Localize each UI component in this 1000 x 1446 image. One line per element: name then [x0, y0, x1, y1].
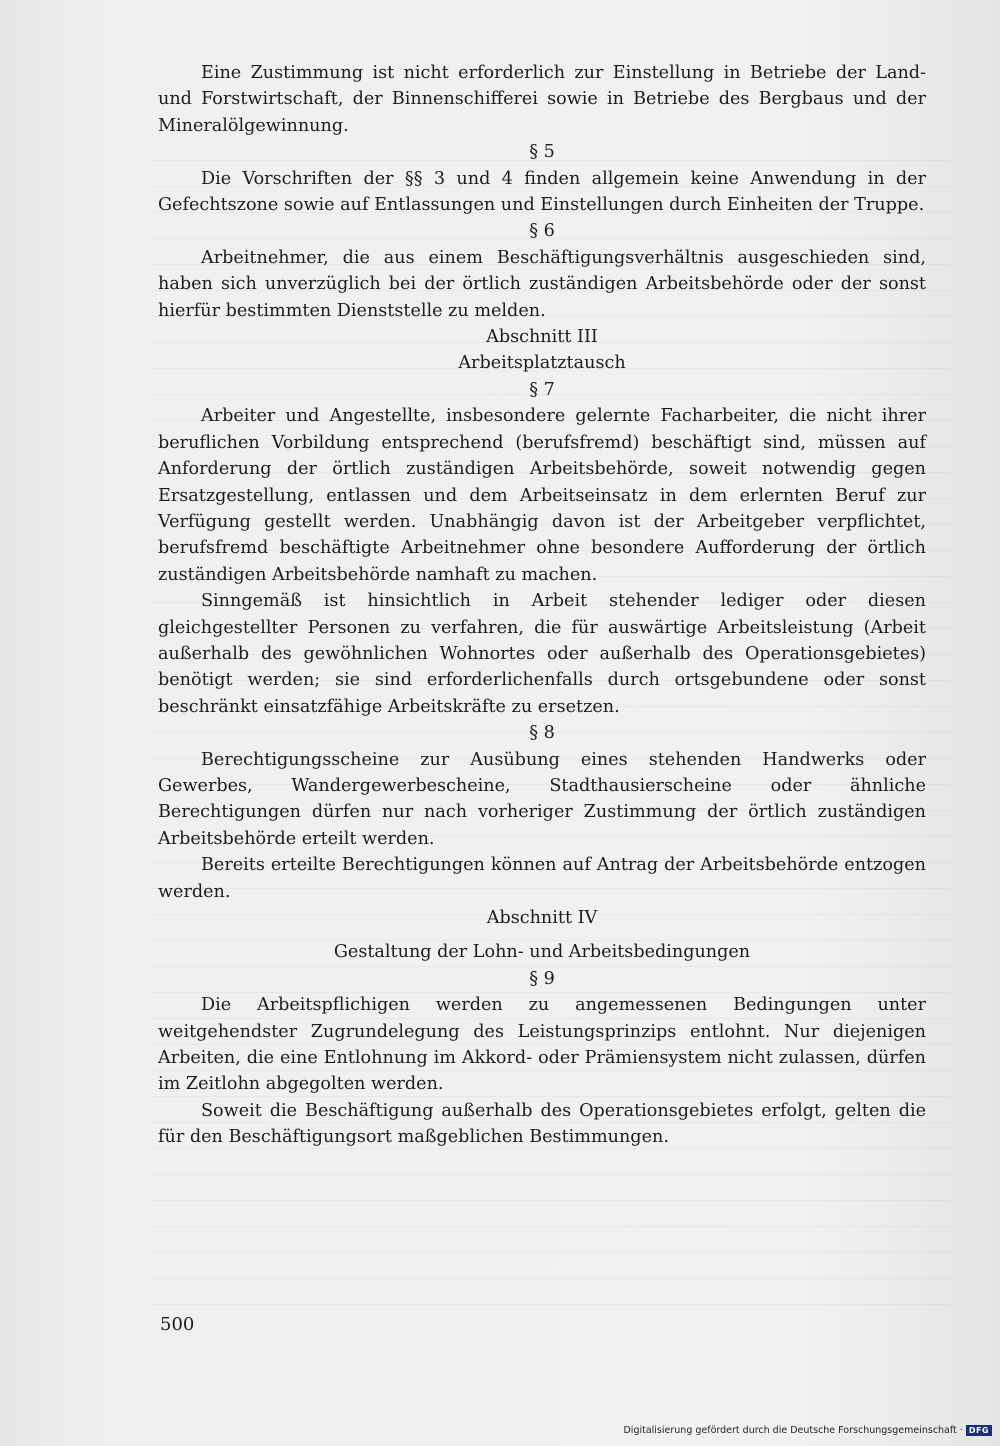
- section-8-heading: § 8: [529, 723, 555, 744]
- section-6-heading: § 6: [529, 221, 555, 242]
- digitization-footer: [623, 1425, 992, 1436]
- abschnitt-4-heading: Abschnitt IV: [486, 908, 598, 928]
- section-8-paragraph-1: Berechtigungsscheine zur Ausübung eines stehenden Handwerks oder Gewerbes, Wandergewerbescheine, Stadthausierscheine oder ähnliche Berechtigungen dürfen nur nach vorheriger Zustimmung der örtlich zuständigen Arbeitsbehörde erteilt werden.: [158, 749, 926, 849]
- paragraph-intro: Eine Zustimmung ist nicht erforderlich zur Einstellung in Betriebe der Land- und Forstwirtschaft, der Binnenschifferei sowie in Betriebe des Bergbaus und der Mineralölgewinnung.: [158, 63, 926, 136]
- page-number: 500: [160, 1314, 195, 1335]
- section-5-heading: § 5: [529, 142, 555, 163]
- section-6-text: Arbeitnehmer, die aus einem Beschäftigungsverhältnis ausgeschieden sind, haben sich unverzüglich bei der örtlich zuständigen Arbeitsbehörde oder der sonst hierfür bestimmten Dienststelle zu melden.: [158, 247, 926, 321]
- dfg-logo-icon: DFG: [966, 1425, 992, 1436]
- section-8-paragraph-2: Bereits erteilte Berechtigungen können auf Antrag der Arbeitsbehörde entzogen werden.: [158, 855, 926, 902]
- section-7-paragraph-1: Arbeiter und Angestellte, insbesondere gelernte Facharbeiter, die nicht ihrer beruflichen Vorbildung entsprechend (berufsfremd) beschäftigt sind, müssen auf Anforderung der örtlich zuständigen Arbeitsbehörde, soweit notwendig gegen Ersatzgestellung, entlassen und dem Arbeitseinsatz in dem erlernten Beruf zur Verfügung gestellt werden. Unabhängig davon ist der Arbeitgeber verpflichtet, berufsfremd beschäftigte Arbeitnehmer ohne besondere Aufforderung der örtlich zuständigen Arbeitsbehörde namhaft zu machen.: [158, 406, 926, 585]
- abschnitt-3-subtitle: Arbeitsplatztausch: [458, 353, 626, 374]
- section-5-text: Die Vorschriften der §§ 3 und 4 finden allgemein keine Anwendung in der Gefechtszone sowie auf Entlassungen und Einstellungen durch Einheiten der Truppe.: [158, 168, 926, 216]
- section-9-paragraph-2: Soweit die Beschäftigung außerhalb des Operationsgebietes erfolgt, gelten die für den Beschäftigungsort maßgeblichen Bestimmungen.: [158, 1100, 926, 1148]
- section-7-heading: § 7: [529, 379, 555, 400]
- section-7-paragraph-2: Sinngemäß ist hinsichtlich in Arbeit stehender lediger oder diesen gleichgestellter Personen zu verfahren, die für auswärtige Arbeitsleistung (Arbeit außerhalb des gewöhnlichen Wohnortes oder außerhalb des Operationsgebietes) benötigt werden; sie sind erforderlichenfalls durch ortsgebundene oder sonst beschränkt einsatzfähige Arbeitskräfte zu ersetzen.: [158, 591, 926, 717]
- section-9-paragraph-1: Die Arbeitspflichigen werden zu angemessenen Bedingungen unter weitgehendster Zugrundelegung des Leistungsprinzips entlohnt. Nur diejenigen Arbeiten, die eine Entlohnung im Akkord- oder Prämiensystem nicht zulassen, dürfen im Zeitlohn abgegolten werden.: [158, 995, 926, 1095]
- abschnitt-3-heading: Abschnitt III: [486, 327, 598, 348]
- abschnitt-4-subtitle: Gestaltung der Lohn- und Arbeitsbedingungen: [333, 942, 751, 963]
- section-9-heading: § 9: [529, 968, 555, 989]
- footer-text: Digitalisierung gefördert durch die Deutsche Forschungsgemeinschaft ·: [623, 1425, 963, 1436]
- document-body: [158, 60, 926, 1151]
